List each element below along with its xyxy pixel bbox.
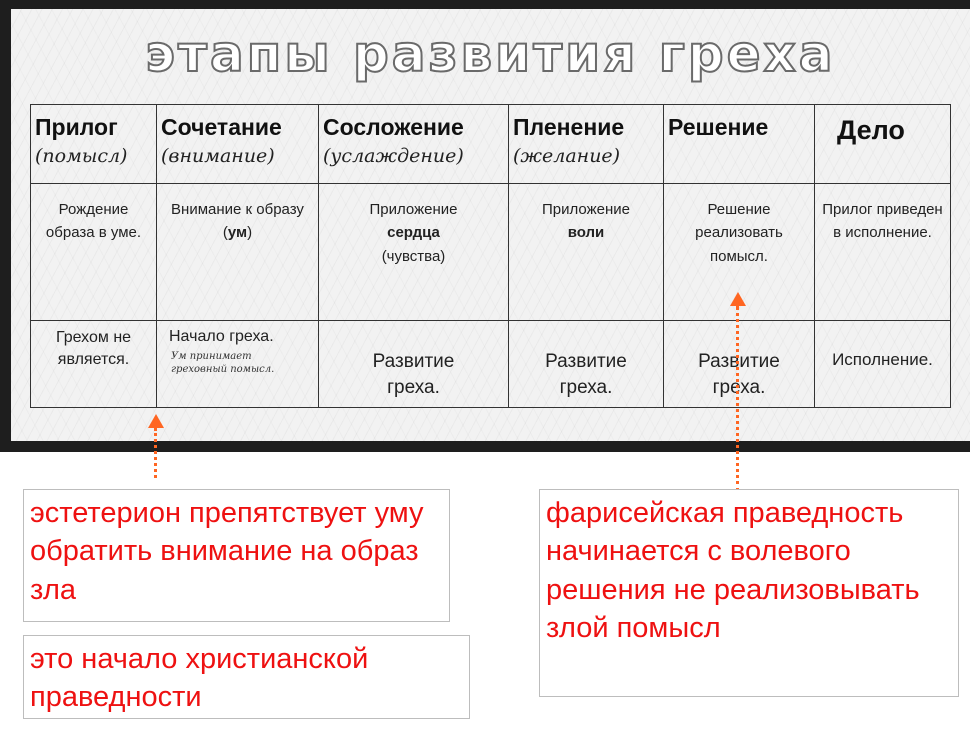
stage-name: Пленение — [513, 114, 625, 140]
description-cell — [157, 184, 319, 321]
description-cell — [509, 184, 664, 321]
evaluation-cell — [815, 321, 951, 408]
stage-description-post: (чувства) — [381, 247, 446, 265]
stage-name: Сочетание — [161, 114, 282, 140]
stage-evaluation: Развитие греха. — [698, 351, 780, 398]
stage-evaluation: Развитие греха. — [372, 351, 455, 398]
stage-evaluation: Начало греха. — [169, 328, 274, 345]
stage-name: Прилог — [35, 114, 118, 140]
stage-description-bold: сердца — [387, 224, 440, 242]
arrow-up-icon — [148, 414, 164, 428]
header-cell — [31, 105, 157, 184]
table-row-evaluations — [31, 321, 951, 408]
stage-description: Решение реализовать помысл. — [695, 201, 783, 265]
stage-evaluation: Грехом не является. — [55, 329, 132, 369]
stage-description-pre: Приложение — [369, 201, 458, 218]
header-cell — [509, 105, 664, 184]
stage-description-bold: ум — [227, 224, 248, 242]
dotted-arrow-line — [736, 306, 739, 492]
stage-subtitle: (услаждение) — [323, 144, 464, 167]
stages-table — [30, 104, 951, 408]
stage-subtitle: (желание) — [513, 144, 621, 167]
note-text: эстетерион препятствует уму обратить внимание на образ зла — [30, 497, 424, 606]
slide-title: этапы развития греха — [145, 25, 836, 83]
stage-description-pre: Внимание к образу ( — [171, 201, 304, 242]
description-cell — [31, 184, 157, 321]
stage-evaluation: Исполнение. — [832, 350, 933, 369]
header-cell — [157, 105, 319, 184]
evaluation-cell — [319, 321, 509, 408]
note-aesthetirion — [23, 489, 450, 622]
stage-description-pre: Приложение — [542, 201, 630, 218]
header-cell — [319, 105, 509, 184]
stage-description: Рождение образа в уме. — [45, 201, 142, 242]
header-cell — [815, 105, 951, 184]
description-cell — [319, 184, 509, 321]
header-cell — [664, 105, 815, 184]
note-text: фарисейская праведность начинается с волевого решения не реализовывать злой помысл — [546, 497, 920, 644]
stage-evaluation: Развитие греха. — [545, 351, 627, 398]
note-pharisaic-righteousness — [539, 489, 959, 697]
dotted-arrow-line — [154, 428, 157, 478]
stage-name: Дело — [837, 115, 905, 145]
evaluation-cell — [664, 321, 815, 408]
stage-subtitle: (внимание) — [161, 144, 275, 167]
table-row-headers — [31, 105, 951, 184]
arrow-up-icon — [730, 292, 746, 306]
evaluation-cell — [509, 321, 664, 408]
note-christian-righteousness — [23, 635, 470, 719]
stage-subtitle: (помысл) — [35, 144, 128, 167]
stage-description-post: ) — [247, 224, 253, 242]
evaluation-cell — [157, 321, 319, 408]
stage-name: Решение — [668, 114, 769, 140]
slide-content — [11, 9, 970, 441]
stage-evaluation-note: Ум принимает греховный помысл. — [171, 350, 275, 376]
stage-description: Прилог приведен в исполнение. — [822, 201, 943, 242]
table-row-descriptions — [31, 184, 951, 321]
note-text: это начало христианской праведности — [30, 643, 369, 714]
stage-description-bold: воли — [567, 224, 605, 242]
stage-name: Сосложение — [323, 114, 464, 140]
description-cell — [815, 184, 951, 321]
evaluation-cell — [31, 321, 157, 408]
